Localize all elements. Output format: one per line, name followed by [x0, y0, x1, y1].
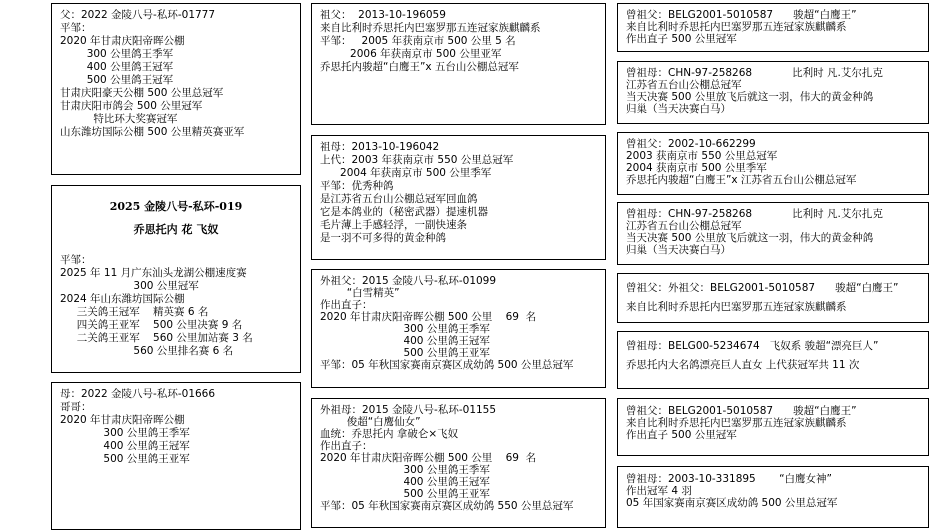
father-line: 山东潍坊国际公棚 500 公里精英赛亚军	[60, 126, 245, 138]
mgm-line: 作出直子：	[320, 440, 373, 452]
gg-line: 曾祖父：外祖父：BELG2001-5010587 骏超“白鹰王”	[626, 282, 899, 294]
mgf-line: 400 公里鸽王冠军	[320, 335, 490, 347]
gg-line: 来自比利时乔思托内巴塞罗那五连冠家族麒麟系	[626, 21, 847, 33]
gg-line: 当天决赛 500 公里放飞后就这一羽，伟大的黄金种鸽	[626, 232, 874, 244]
great-grandfather-card	[617, 273, 929, 323]
mgm-line: 血统：乔思托内 拿破仑×飞奴	[320, 428, 459, 440]
mgf-line: 2020 年甘肃庆阳帝晖公棚 500 公里 69 名	[320, 311, 537, 323]
paternal-grandfather-card	[311, 3, 606, 125]
gg-line: 曾祖父：BELG2001-5010587 骏超“白鹰王”	[626, 9, 857, 21]
father-line: 甘肃庆阳豪天公棚 500 公里总冠军	[60, 87, 224, 99]
subject-line: 2024 年山东潍坊国际公棚	[60, 293, 185, 305]
great-grandmother-card	[617, 61, 929, 124]
great-grandmother-card	[617, 466, 929, 528]
subject-breed: 乔思托内 花 飞奴	[133, 223, 219, 236]
subject-line: 560 公里排名赛 6 名	[60, 345, 234, 357]
mgf-line: 平邹：05 年秋国家赛南京赛区成幼鸽 500 公里总冠军	[320, 359, 574, 371]
maternal-grandmother-card	[311, 398, 606, 528]
gg-line: 曾祖母：CHN-97-258268 比利时 凡.艾尔扎克	[626, 208, 883, 220]
gg-line: 2004 获南京市 500 公里季军	[626, 162, 767, 174]
pgf-line: 来自比利时乔思托内巴塞罗那五连冠家族麒麟系	[320, 22, 541, 34]
pgf-line: 祖父： 2013-10-196059	[320, 9, 446, 21]
father-line: 甘肃庆阳市鸽会 500 公里冠军	[60, 100, 203, 112]
gg-line: 曾祖父：2002-10-662299	[626, 138, 756, 150]
father-line: 300 公里鸽王季军	[60, 48, 174, 60]
maternal-grandfather-card	[311, 269, 606, 388]
subject-line: 2025 年 11 月广东汕头龙湖公棚速度赛	[60, 267, 247, 279]
pgf-line: 2006 年获南京市 500 公里亚军	[320, 48, 502, 60]
mgm-line: 平邹：05 年秋国家赛南京赛区成幼鸽 550 公里总冠军	[320, 500, 574, 512]
pgm-line: 它是本鸽业的（秘密武器）提速机器	[320, 206, 488, 218]
subject-ring: 2025 金陵八号-私环-019	[109, 200, 243, 213]
gg-line: 乔思托内大名鸽漂亮巨人直女 上代获冠军共 11 次	[626, 359, 860, 371]
great-grandmother-card	[617, 202, 929, 265]
pgm-line: 是江苏省五台山公棚总冠军回血鸽	[320, 193, 478, 205]
great-grandfather-card	[617, 3, 929, 52]
pgm-line: 2004 年获南京市 500 公里季军	[320, 167, 492, 179]
mother-card	[51, 382, 301, 530]
pgm-line: 平邹：优秀种鸽	[320, 180, 394, 192]
mgm-line: 500 公里鸽王亚军	[320, 488, 490, 500]
paternal-grandmother-card	[311, 135, 606, 260]
father-line: 平邹：	[60, 22, 92, 34]
pgm-line: 毛片薄上手感轻浮，一副快速条	[320, 219, 467, 231]
gg-line: 曾祖父：BELG2001-5010587 骏超“白鹰王”	[626, 405, 857, 417]
subject-line: 四关鸽王亚军 500 公里决赛 9 名	[60, 319, 243, 331]
father-line: 特比环大奖赛冠军	[60, 113, 178, 125]
great-grandfather-card	[617, 398, 929, 456]
father-line: 500 公里鸽王冠军	[60, 74, 174, 86]
gg-line: 来自比利时乔思托内巴塞罗那五连冠家族麒麟系	[626, 417, 847, 429]
great-grandfather-card	[617, 132, 929, 195]
subject-card	[51, 185, 301, 373]
pgf-line: 平邹： 2005 年获南京市 500 公里 5 名	[320, 35, 516, 47]
gg-line: 作出直子 500 公里冠军	[626, 33, 737, 45]
subject-line: 三关鸽王冠军 精英赛 6 名	[60, 306, 209, 318]
mgf-line: 外祖父：2015 金陵八号-私环-01099	[320, 275, 497, 287]
gg-line: 曾祖母：BELG00-5234674 飞奴系 骏超“漂亮巨人”	[626, 340, 879, 352]
mother-line: 2020 年甘肃庆阳帝晖公棚	[60, 414, 185, 426]
subject-line: 平邹：	[60, 254, 92, 266]
mgf-line: “白雪精英”	[320, 287, 400, 299]
gg-line: 来自比利时乔思托内巴塞罗那五连冠家族麒麟系	[626, 301, 847, 313]
gg-line: 江苏省五台山公棚总冠军	[626, 220, 742, 232]
gg-line: 归巢（当天决赛白马）	[626, 103, 731, 115]
pgm-line: 是一羽不可多得的黄金种鸽	[320, 232, 446, 244]
gg-line: 作出冠军 4 羽	[626, 485, 692, 497]
mgf-line: 作出直子：	[320, 299, 373, 311]
gg-line: 05 年国家赛南京赛区成幼鸽 500 公里总冠军	[626, 497, 838, 509]
mother-line: 300 公里鸽王季军	[60, 427, 190, 439]
gg-line: 当天决赛 500 公里放飞后就这一羽，伟大的黄金种鸽	[626, 91, 874, 103]
gg-line: 2003 获南京市 550 公里总冠军	[626, 150, 778, 162]
gg-line: 作出直子 500 公里冠军	[626, 429, 737, 441]
mother-line: 母：2022 金陵八号-私环-01666	[60, 388, 216, 400]
father-line: 父：2022 金陵八号-私环-01777	[60, 9, 216, 21]
mother-line: 400 公里鸽王冠军	[60, 440, 190, 452]
mgm-line: 外祖母：2015 金陵八号-私环-01155	[320, 404, 497, 416]
mother-line: 哥哥：	[60, 401, 92, 413]
pgm-line: 祖母：2013-10-196042	[320, 141, 440, 153]
mgf-line: 300 公里鸽王季军	[320, 323, 490, 335]
pgm-line: 上代：2003 年获南京市 550 公里总冠军	[320, 154, 514, 166]
gg-line: 乔思托内骏超“白鹰王”x 江苏省五台山公棚总冠军	[626, 174, 857, 186]
pgf-line: 乔思托内骏超“白鹰王”x 五台山公棚总冠军	[320, 61, 519, 73]
gg-line: 江苏省五台山公棚总冠军	[626, 79, 742, 91]
gg-line: 曾祖母：CHN-97-258268 比利时 凡.艾尔扎克	[626, 67, 883, 79]
mgf-line: 500 公里鸽王亚军	[320, 347, 490, 359]
subject-line: 二关鸽王亚军 560 公里加站赛 3 名	[60, 332, 253, 344]
gg-line: 归巢（当天决赛白马）	[626, 244, 731, 256]
mgm-line: 300 公里鸽王季军	[320, 464, 490, 476]
gg-line: 曾祖母：2003-10-331895 “白鹰女神”	[626, 473, 832, 485]
subject-line: 300 公里冠军	[60, 280, 199, 292]
mgm-line: 俊超“白鹰仙女”	[320, 416, 421, 428]
mother-line: 500 公里鸽王亚军	[60, 453, 190, 465]
father-line: 400 公里鸽王冠军	[60, 61, 174, 73]
father-card	[51, 3, 301, 175]
mgm-line: 400 公里鸽王冠军	[320, 476, 490, 488]
father-line: 2020 年甘肃庆阳帝晖公棚	[60, 35, 185, 47]
great-grandmother-card	[617, 331, 929, 389]
mgm-line: 2020 年甘肃庆阳帝晖公棚 500 公里 69 名	[320, 452, 537, 464]
